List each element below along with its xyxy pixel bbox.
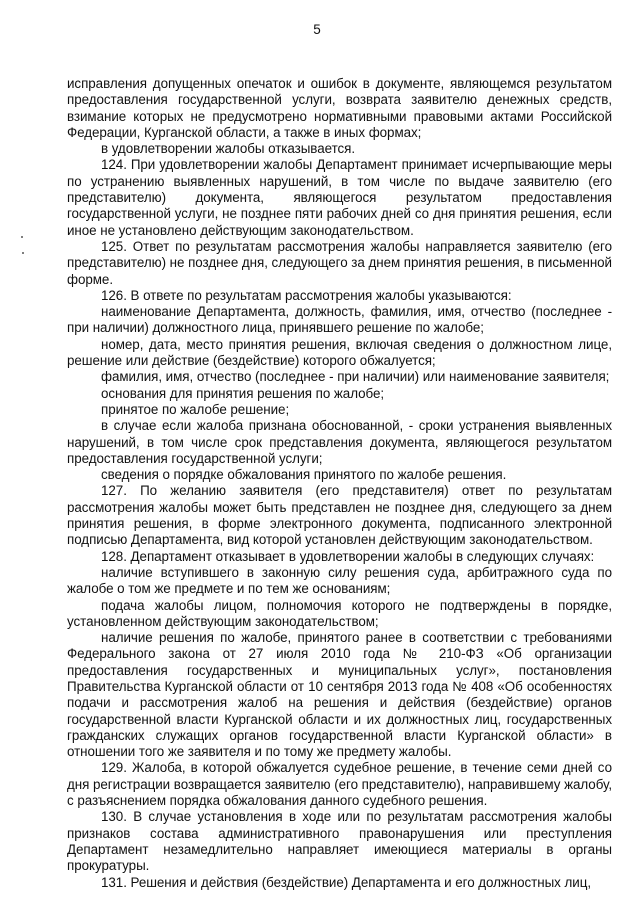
paragraph: наличие вступившего в законную силу решения суда, арбитражного суда по жалобе о том же предмете и по тем же основаниям; bbox=[67, 564, 612, 597]
paragraph: 126. В ответе по результатам рассмотрения жалобы указываются: bbox=[101, 287, 512, 303]
paragraph: 127. По желанию заявителя (его представителя) ответ по результатам рассмотрения жалобы может быть представлен не позднее дня, следующего за днем принятия решения, в форме электронного документа, подписанного электронной подписью Департамента, вид которой установлен действующим законодательством. bbox=[67, 483, 612, 548]
paragraph: сведения о порядке обжалования принятого по жалобе решения. bbox=[101, 467, 507, 483]
scan-speck bbox=[21, 236, 23, 238]
paragraph: номер, дата, место принятия решения, включая сведения о должностном лице, решение или действие (бездействие) которого обжалуется; bbox=[67, 336, 612, 369]
paragraph: 131. Решения и действия (бездействие) Департамента и его должностных лиц, bbox=[101, 874, 591, 890]
paragraph: 124. При удовлетворении жалобы Департамент принимает исчерпывающие меры по устранению выявленных нарушений, в том числе по выдаче заявителю (его представителю) документа, являющегося результатом предоставления государственной услуги, не позднее пяти рабочих дней со дня принятия решения, если иное не установлено действующим законодательством. bbox=[67, 157, 612, 238]
paragraph: в удовлетворении жалобы отказывается. bbox=[101, 141, 356, 157]
paragraph: в случае если жалоба признана обоснованной, - сроки устранения выявленных нарушений, в том числе срок представления документа, являющегося результатом предоставления государственной услуги; bbox=[67, 418, 612, 466]
paragraph: наименование Департамента, должность, фамилия, имя, отчество (последнее - при наличии) должностного лица, принявшего решение по жалобе; bbox=[67, 304, 612, 336]
paragraph: наличие решения по жалобе, принятого ранее в соответствии с требованиями Федерального закона от 27 июля 2010 года № 210-ФЗ «Об организации предоставления государственных и муниципальных услуг», постановления Правительства Курганской области от 10 сентября 2013 года № 408 «Об особенностях подачи и рассмотрения жалоб на решения и действия (бездействие) органов государственной власти Курганской области и их должностных лиц, государственных гражданских служащих органов государственной власти Курганской области» в отношении того же заявителя и по тому же предмету жалобы. bbox=[67, 630, 612, 760]
paragraph: исправления допущенных опечаток и ошибок в документе, являющемся результатом предоставления государственной услуги, возврата заявителю денежных средств, взимание которых не предусмотрено нормативными правовыми актами Российской Федерации, Курганской области, а также в иных формах; bbox=[67, 76, 612, 140]
scan-speck bbox=[22, 252, 24, 254]
paragraph: 129. Жалоба, в которой обжалуется судебное решение, в течение семи дней со дня регистрации возвращается заявителю (его представителю), направившему жалобу, с разъяснением порядка обжалования данного судебного решения. bbox=[67, 760, 612, 809]
paragraph: 130. В случае установления в ходе или по результатам рассмотрения жалобы признаков состава административного правонарушения или преступления Департамент незамедлительно направляет имеющиеся материалы в органы прокуратуры. bbox=[67, 809, 612, 874]
paragraph: подача жалобы лицом, полномочия которого не подтверждены в порядке, установленном действующим законодательством; bbox=[67, 597, 612, 629]
page-number: 5 bbox=[313, 22, 321, 37]
document-body bbox=[67, 76, 612, 891]
paragraph: 125. Ответ по результатам рассмотрения жалобы направляется заявителю (его представителю) не позднее дня, следующего за днем принятия решения, в письменной форме. bbox=[67, 238, 612, 287]
paragraph: 128. Департамент отказывает в удовлетворении жалобы в следующих случаях: bbox=[101, 548, 595, 564]
paragraph: фамилия, имя, отчество (последнее - при наличии) или наименование заявителя; bbox=[101, 369, 610, 385]
paragraph: основания для принятия решения по жалобе; bbox=[101, 385, 385, 401]
paragraph: принятое по жалобе решение; bbox=[101, 401, 290, 417]
